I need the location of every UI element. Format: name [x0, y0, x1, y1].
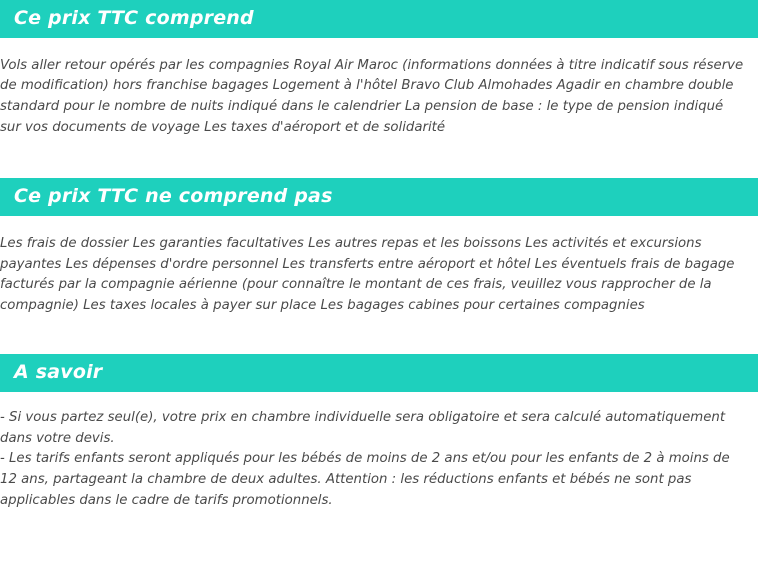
section-body-price-excludes: Les frais de dossier Les garanties facultatives Les autres repas et les boissons Les activités et excursions payantes Les dépenses d'ordre personnel Les transferts entre aéroport et hôtel Les éventuels frais de bagage facturés par la compagnie aérienne (pour connaître le montant de ces frais, veuillez vous rapprocher de la compagnie) Les taxes locales à payer sur place Les bagages cabines pour certaines compagnies — [0, 236, 735, 313]
section-title-price-excludes: Ce prix TTC ne comprend pas — [0, 178, 758, 216]
spacer-1 — [0, 138, 758, 178]
section-good-to-know — [0, 354, 758, 511]
section-body-good-to-know — [0, 408, 758, 511]
good-to-know-paragraph: - Si vous partez seul(e), votre prix en chambre individuelle sera obligatoire et sera calculé automatiquement dans votre devis. — [0, 410, 726, 446]
section-title-good-to-know: A savoir — [0, 354, 758, 392]
section-body-price-includes: Vols aller retour opérés par les compagnies Royal Air Maroc (informations données à titre indicatif sous réserve de modification) hors franchise bagages Logement à l'hôtel Bravo Club Almohades Agadir en chambre double standard pour le nombre de nuits indiqué dans le calendrier La pension de base : le type de pension indiqué sur vos documents de voyage Les taxes d'aéroport et de solidarité — [0, 57, 744, 135]
section-title-price-includes: Ce prix TTC comprend — [0, 0, 758, 38]
spacer-2 — [0, 316, 758, 354]
good-to-know-paragraph: - Les tarifs enfants seront appliqués pour les bébés de moins de 2 ans et/ou pour les enfants de 2 à moins de 12 ans, partageant la chambre de deux adultes. Attention : les réductions enfants et bébés ne sont pas applicables dans le cadre de tarifs promotionnels. — [0, 451, 730, 508]
section-price-excludes — [0, 178, 758, 316]
section-price-includes — [0, 0, 758, 138]
